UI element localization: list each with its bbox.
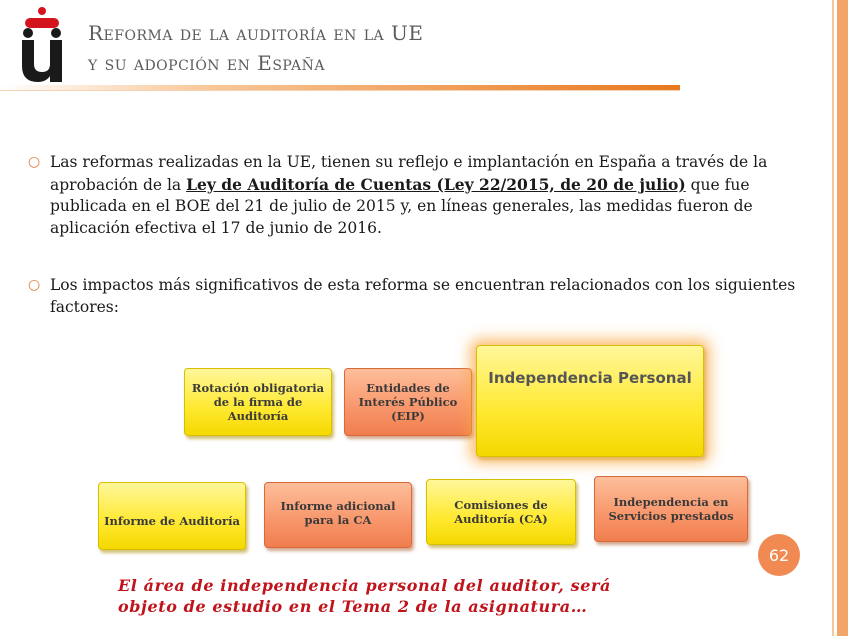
box-informe-auditoria: Informe de Auditoría bbox=[98, 482, 246, 550]
box-rotacion-obligatoria: Rotación obligatoria de la firma de Auditoría bbox=[184, 368, 332, 436]
bullet-1-post: que fue publicada en el BOE del 21 de julio de 2015 y, en líneas generales, las medidas fueron de aplicación efectiva el 17 de junio de 2016. bbox=[50, 175, 753, 237]
box-independencia-personal: Independencia Personal bbox=[476, 345, 704, 457]
footer-note-line-2: objeto de estudio en el Tema 2 de la asignatura… bbox=[118, 597, 588, 616]
title-line-2: y su adopción en España bbox=[88, 51, 326, 75]
bullet-circle-icon: ○ bbox=[28, 277, 41, 293]
bullet-item-1 bbox=[28, 152, 808, 239]
box-comisiones-auditoria: Comisiones de Auditoría (CA) bbox=[426, 479, 576, 545]
bullet-text-2: Los impactos más significativos de esta reforma se encuentran relacionados con los siguientes factores: bbox=[50, 276, 796, 316]
bullet-circle-icon: ○ bbox=[28, 154, 41, 170]
page-number-badge: 62 bbox=[758, 534, 800, 576]
bullet-text-1 bbox=[50, 152, 808, 239]
title-line-1: Reforma de la auditoría en la UE bbox=[88, 21, 424, 45]
slide-title bbox=[88, 18, 423, 78]
box-informe-adicional: Informe adicional para la CA bbox=[264, 482, 412, 548]
title-underline-thin bbox=[0, 90, 680, 91]
university-u-logo-icon bbox=[20, 6, 64, 82]
footer-note-line-1: El área de independencia personal del auditor, será bbox=[118, 576, 611, 595]
bullet-1-pre: Las reformas realizadas en la UE, tienen su reflejo e implantación en España a través de la aprobación de la bbox=[50, 153, 768, 194]
bullet-item-2 bbox=[28, 275, 808, 318]
footer-note bbox=[118, 575, 611, 617]
slide-border-stripe bbox=[828, 0, 848, 636]
box-entidades-interes-publico: Entidades de Interés Público (EIP) bbox=[344, 368, 472, 436]
law-reference: Ley de Auditoría de Cuentas (Ley 22/2015, de 20 de julio) bbox=[186, 174, 686, 194]
box-independencia-servicios: Independencia en Servicios prestados bbox=[594, 476, 748, 542]
